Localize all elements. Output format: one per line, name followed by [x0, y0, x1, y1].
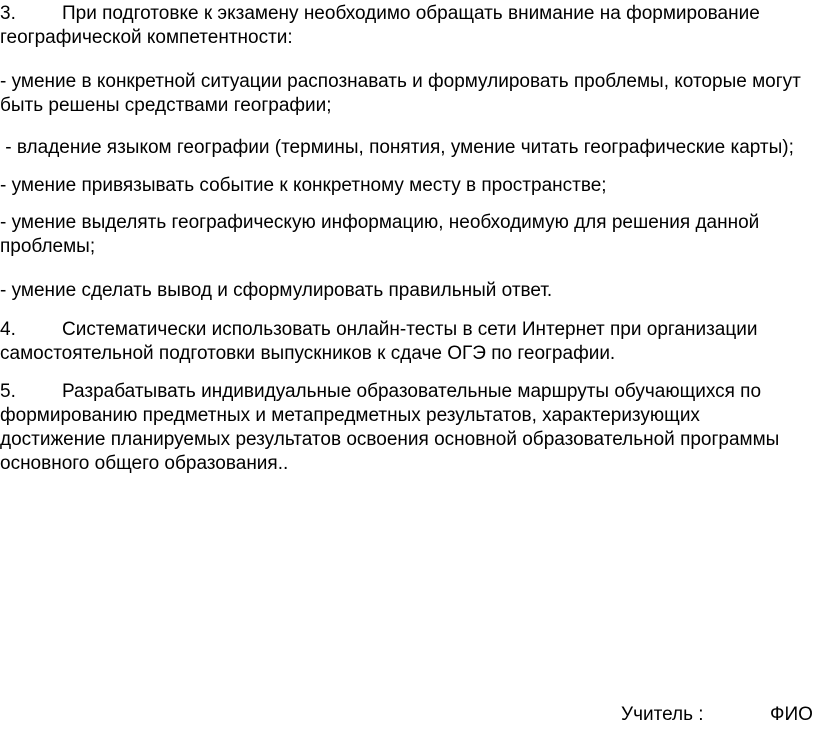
paragraph-bullet-draw-conclusion: [0, 279, 810, 303]
item-text-5: Разрабатывать индивидуальные образовательные маршруты обучающихся по формированию предметных и метапредметных результатов, характеризующих достижение планируемых результатов освоения основной образовательной программы основного общего образования..: [0, 381, 780, 474]
bullet-text: - умение сделать вывод и сформулировать правильный ответ.: [0, 280, 553, 301]
item-text-3: При подготовке к экзамену необходимо обращать внимание на формирование географической компетентности:: [0, 3, 760, 48]
item-number-5: 5.: [0, 381, 16, 402]
teacher-name-label: ФИО: [770, 704, 813, 725]
paragraph-item-5: [0, 380, 810, 476]
paragraph-item-3: [0, 2, 810, 50]
signature-footer: [0, 703, 816, 727]
paragraph-bullet-recognize-problems: [0, 70, 810, 118]
paragraph-bullet-link-events: [0, 174, 810, 198]
paragraph-bullet-select-information: [0, 211, 810, 259]
bullet-text: - умение в конкретной ситуации распознавать и формулировать проблемы, которые могут быть решены средствами географии;: [0, 71, 801, 116]
bullet-text: - владение языком географии (термины, понятия, умение читать географические карты);: [0, 137, 794, 158]
item-number-3: 3.: [0, 3, 16, 24]
teacher-label: Учитель :: [621, 704, 704, 725]
bullet-text: - умение выделять географическую информацию, необходимую для решения данной проблемы;: [0, 212, 760, 257]
item-number-4: 4.: [0, 319, 16, 340]
paragraph-item-4: [0, 318, 810, 366]
paragraph-bullet-geography-language: [0, 136, 810, 160]
bullet-text: - умение привязывать событие к конкретному месту в пространстве;: [0, 175, 607, 196]
item-text-4: Систематически использовать онлайн-тесты в сети Интернет при организации самостоятельной подготовки выпускников к сдаче ОГЭ по географии.: [0, 319, 758, 364]
